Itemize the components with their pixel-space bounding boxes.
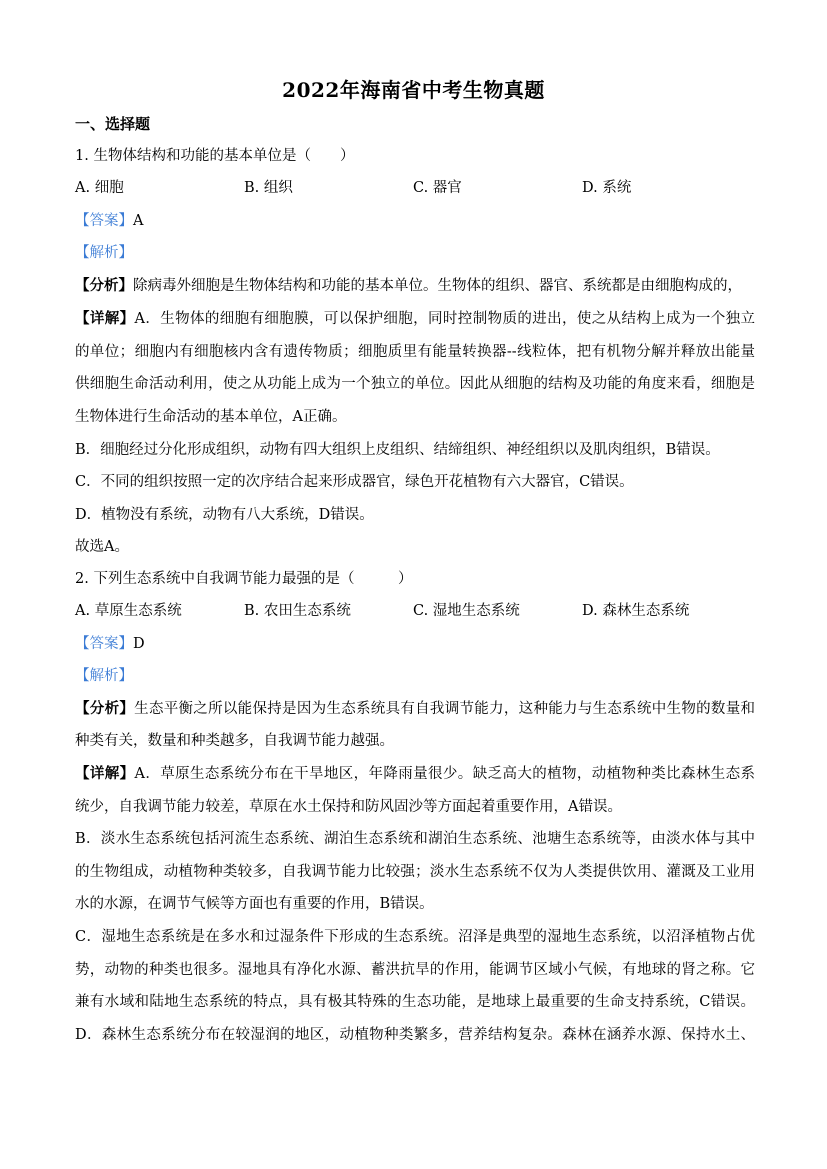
analysis-tag: 【解析】 xyxy=(75,245,133,261)
q1-xiangjie-line-1 xyxy=(75,309,755,329)
q2-explain-c-line-3: 兼有水域和陆地生态系统的特点，具有极其特殊的生态功能，是地球上最重要的生命支持系统，C错误。 xyxy=(75,994,755,1010)
q1-explain-d: D．植物没有系统，动物有八大系统，D错误。 xyxy=(75,507,374,523)
xiangjie-text: A．草原生态系统分布在干旱地区，年降雨量很少。缺乏高大的植物，动植物种类比森林生态系 xyxy=(134,766,756,782)
q2-xiangjie-line-1 xyxy=(75,764,755,784)
question-1-stem: 1. 生物体结构和功能的基本单位是（ ） xyxy=(75,148,355,164)
q1-explain-c: C．不同的组织按照一定的次序结合起来形成器官，绿色开花植物有六大器官，C错误。 xyxy=(75,474,634,490)
fenxi-text: 除病毒外细胞是生物体结构和功能的基本单位。生物体的组织、器官、系统都是由细胞构成的， xyxy=(133,278,742,294)
q2-explain-b-line-1: B．淡水生态系统包括河流生态系统、湖泊生态系统和湖泊生态系统、池塘生态系统等，由淡水体与其中 xyxy=(75,831,755,847)
q1-answer xyxy=(75,211,755,231)
fenxi-text: 生态平衡之所以能保持是因为生态系统具有自我调节能力，这种能力与生态系统中生物的数量和 xyxy=(134,701,755,717)
q2-xiangjie-line-2: 统少，自我调节能力较差，草原在水土保持和防风固沙等方面起着重要作用，A错误。 xyxy=(75,799,622,815)
q1-option-b: B. 组织 xyxy=(244,180,293,196)
q1-option-d: D. 系统 xyxy=(582,180,632,196)
q1-option-a: A. 细胞 xyxy=(75,180,124,196)
q1-explain-b: B．细胞经过分化形成组织，动物有四大组织上皮组织、结缔组织、神经组织以及肌肉组织，B错误。 xyxy=(75,442,720,458)
q2-option-c: C. 湿地生态系统 xyxy=(413,603,520,619)
q2-analysis-tag xyxy=(75,666,755,686)
q2-explain-c-line-2: 势，动物的种类也很多。湿地具有净化水源、蓄洪抗旱的作用，能调节区域小气候，有地球的肾之称。它 xyxy=(75,962,755,978)
q1-analysis-tag xyxy=(75,243,755,263)
q2-option-a: A. 草原生态系统 xyxy=(75,603,182,619)
q2-explain-b-line-3: 水的水源，在调节气候等方面也有重要的作用，B错误。 xyxy=(75,896,434,912)
answer-tag: 【答案】 xyxy=(75,213,133,229)
xiangjie-tag: 【详解】 xyxy=(75,765,135,782)
q2-answer xyxy=(75,634,755,654)
section-heading: 一、选择题 xyxy=(75,115,151,133)
answer-tag: 【答案】 xyxy=(75,636,133,652)
q2-explain-c-line-1: C．湿地生态系统是在多水和过湿条件下形成的生态系统。沼泽是典型的湿地生态系统，以沼泽植物占优 xyxy=(75,929,755,945)
fenxi-tag: 【分析】 xyxy=(75,277,133,294)
q1-xiangjie-line-2: 的单位；细胞内有细胞核内含有遗传物质；细胞质里有能量转换器--线粒体，把有机物分解并释放出能量 xyxy=(75,344,755,360)
analysis-tag: 【解析】 xyxy=(75,668,133,684)
xiangjie-text: A．生物体的细胞有细胞膜，可以保护细胞，同时控制物质的进出，使之从结构上成为一个独立 xyxy=(134,311,756,327)
q2-option-d: D. 森林生态系统 xyxy=(582,603,690,619)
q1-option-c: C. 器官 xyxy=(413,180,462,196)
q2-explain-b-line-2: 的生物组成，动植物种类较多，自我调节能力比较强；淡水生态系统不仅为人类提供饮用、灌溉及工业用 xyxy=(75,864,755,880)
fenxi-tag: 【分析】 xyxy=(75,700,135,717)
page-title: 2022年海南省中考生物真题 xyxy=(282,78,545,102)
answer-value: D xyxy=(133,636,145,652)
q1-fenxi xyxy=(75,276,755,296)
q2-fenxi-line-2: 种类有关，数量和种类越多，自我调节能力越强。 xyxy=(75,733,394,749)
q1-xiangjie-line-3: 供细胞生命活动利用，使之从功能上成为一个独立的单位。因此从细胞的结构及功能的角度来看，细胞是 xyxy=(75,376,755,392)
q1-conclusion: 故选A。 xyxy=(75,539,129,555)
q2-fenxi-line-1 xyxy=(75,699,755,719)
q2-explain-d-line-1: D．森林生态系统分布在较湿润的地区，动植物种类繁多，营养结构复杂。森林在涵养水源、保持水土、 xyxy=(75,1027,755,1043)
xiangjie-tag: 【详解】 xyxy=(75,310,135,327)
q2-option-b: B. 农田生态系统 xyxy=(244,603,351,619)
answer-value: A xyxy=(133,213,144,229)
q1-xiangjie-line-4: 生物体进行生命活动的基本单位，A正确。 xyxy=(75,409,347,425)
question-2-stem: 2. 下列生态系统中自我调节能力最强的是（ ） xyxy=(75,571,413,587)
